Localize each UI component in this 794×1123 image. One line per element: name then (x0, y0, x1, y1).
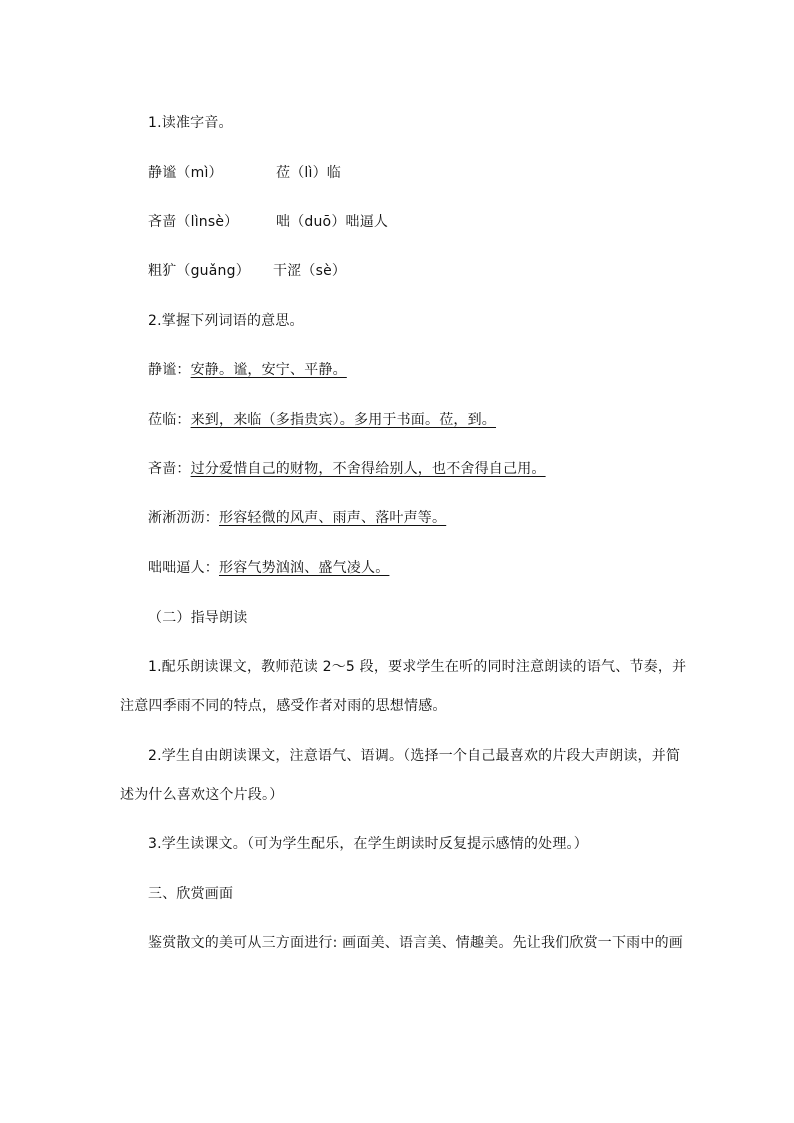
definition-text: 来到，来临（多指贵宾）。多用于书面。莅，到。 (190, 412, 497, 428)
heading-appreciate: 三、欣赏画面 (148, 886, 234, 902)
definition-text: 形容轻微的风声、雨声、落叶声等。 (219, 510, 447, 526)
definition-term: 咄咄逼人： (148, 560, 219, 576)
paragraph-line: 2.学生自由朗读课文，注意语气、语调。（选择一个自己最喜欢的片段大声朗读，并简 (148, 748, 681, 764)
paragraph-line: 鉴赏散文的美可从三方面进行: 画面美、语言美、情趣美。先让我们欣赏一下雨中的画 (148, 935, 683, 951)
pronunciation-left: 吝啬（lìnsè） (148, 214, 239, 230)
pronunciation-left: 静谧（mì） (148, 165, 223, 181)
definition-item (148, 508, 446, 528)
definition-text: 过分爱惜自己的财物，不舍得给别人，也不舍得自己用。 (190, 461, 546, 477)
definition-item (148, 459, 546, 479)
pronunciation-right: 干涩（sè） (273, 263, 347, 279)
definition-term: 淅淅沥沥： (148, 510, 219, 526)
pronunciation-left: 粗犷（guǎng） (148, 263, 250, 279)
definition-term: 静谧： (148, 362, 191, 378)
definition-item (148, 360, 347, 380)
paragraph-line: 3.学生读课文。（可为学生配乐，在学生朗读时反复提示感情的处理。） (148, 836, 588, 852)
definition-text: 安静。谧，安宁、平静。 (190, 362, 347, 378)
paragraph-line: 述为什么喜欢这个片段。） (120, 787, 284, 803)
paragraph-line: 1.配乐朗读课文，教师范读 2～5 段，要求学生在听的同时注意朗读的语气、节奏，并 (148, 659, 687, 675)
definition-term: 莅临： (148, 412, 191, 428)
definition-term: 吝啬： (148, 461, 191, 477)
heading-word-meaning: 2.掌握下列词语的意思。 (148, 313, 304, 329)
definition-item (148, 558, 389, 578)
heading-guided-reading: （二）指导朗读 (148, 610, 248, 626)
pronunciation-right: 咄（duō）咄逼人 (276, 214, 389, 230)
definition-text: 形容气势汹汹、盛气凌人。 (219, 560, 390, 576)
definition-item (148, 410, 496, 430)
pronunciation-right: 莅（lì）临 (276, 165, 341, 181)
paragraph-line: 注意四季雨不同的特点，感受作者对雨的思想情感。 (120, 698, 447, 714)
heading-read-pronunciation: 1.读准字音。 (148, 115, 233, 131)
